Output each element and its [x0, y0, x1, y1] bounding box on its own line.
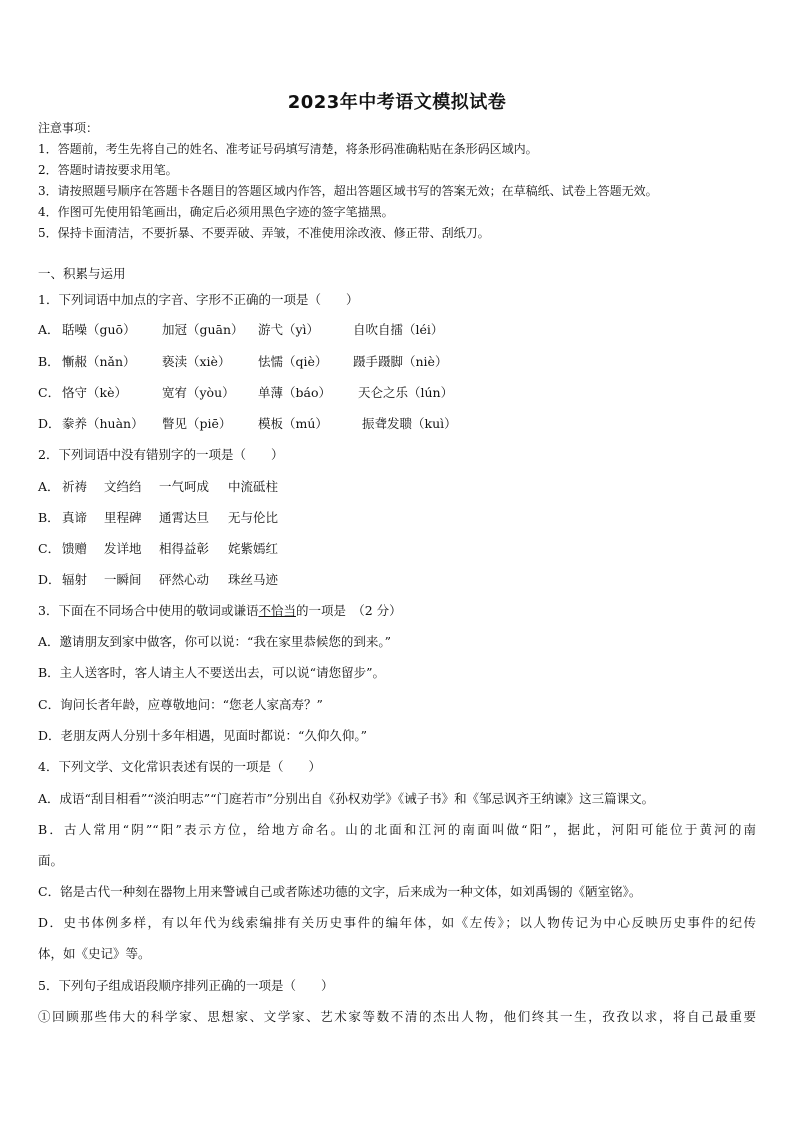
q3-stem-after: 的一项是 （2 分） [295, 603, 402, 618]
option-word: 亵渎（xiè） [162, 354, 231, 369]
q4-option-a: A．成语“刮目相看”“淡泊明志”“门庭若市”分别出自《孙权劝学》《诫子书》和《邹忌讽齐王纳谏》这三篇课文。 [38, 791, 655, 806]
option-word: 里程碑 [104, 510, 142, 525]
q2-option-d [38, 572, 278, 588]
option-letter: D． [38, 572, 61, 587]
option-word: 模板（mú） [258, 416, 328, 431]
q4-option-d-cont: 体，如《史记》等。 [38, 946, 151, 961]
option-word: 通霄达旦 [159, 510, 210, 525]
option-letter: A． [38, 479, 60, 494]
q3-stem-before: 3．下面在不同场合中使用的敬词或谦语 [38, 603, 259, 618]
option-letter: C． [38, 541, 61, 556]
q3-option-a: A．邀请朋友到家中做客，你可以说：“我在家里恭候您的到来。” [38, 634, 392, 649]
question-2-stem: 2．下列词语中没有错别字的一项是（ ） [38, 447, 284, 462]
option-letter: B． [38, 354, 60, 369]
option-word: 馈赠 [62, 541, 88, 556]
option-letter: D． [38, 416, 61, 431]
option-word: 瞥见（piē） [162, 416, 232, 431]
option-word: 文绉绉 [104, 479, 142, 494]
question-4-stem: 4．下列文学、文化常识表述有误的一项是（ ） [38, 759, 321, 774]
option-word: 无与伦比 [228, 510, 279, 525]
option-word: 恪守（kè） [62, 385, 127, 400]
option-letter: B． [38, 510, 60, 525]
note-item: 3．请按照题号顺序在答题卡各题目的答题区域内作答，超出答题区域书写的答案无效；在草稿纸、试卷上答题无效。 [38, 184, 658, 198]
option-word: 祈祷 [62, 479, 88, 494]
q3-stem-underlined: 不恰当 [258, 603, 296, 618]
option-word: 蹑手蹑脚（niè） [353, 354, 448, 369]
q4-option-b: B．古人常用“阴”“阳”表示方位，给地方命名。山的北面和江河的南面叫做“阳”，据此，河阳可能位于黄河的南 [38, 822, 756, 837]
option-word: 怯懦（qiè） [258, 354, 328, 369]
q4-option-c: C．铭是古代一种刻在器物上用来警诫自己或者陈述功德的文字，后来成为一种文体，如刘禹锡的《陋室铭》。 [38, 884, 642, 899]
option-word: 中流砥柱 [228, 479, 279, 494]
option-word: 辐射 [62, 572, 88, 587]
question-5-stem: 5．下列句子组成语段顺序排列正确的一项是（ ） [38, 978, 334, 993]
option-word: 姹紫嫣红 [228, 541, 279, 556]
option-word: 加冠（guān） [162, 322, 244, 337]
option-word: 自吹自擂（léi） [353, 322, 444, 337]
q1-option-d [38, 416, 457, 432]
option-word: 珠丝马迹 [228, 572, 279, 587]
option-word: 豢养（huàn） [62, 416, 144, 431]
option-word: 单薄（báo） [258, 385, 331, 400]
q1-option-c [38, 385, 453, 401]
notes-heading: 注意事项： [38, 121, 99, 135]
option-word: 一气呵成 [159, 479, 210, 494]
option-word: 天仑之乐（lún） [358, 385, 454, 400]
note-item: 1．答题前，考生先将自己的姓名、准考证号码填写清楚，将条形码准确粘贴在条形码区域内。 [38, 142, 538, 156]
note-item: 2．答题时请按要求用笔。 [38, 163, 178, 177]
option-word: 宽宥（yòu） [162, 385, 235, 400]
note-item: 5．保持卡面清洁，不要折暴、不要弄破、弄皱，不准使用涂改液、修正带、刮纸刀。 [38, 226, 490, 240]
page-title: 2023年中考语文模拟试卷 [287, 92, 507, 113]
section-heading: 一、积累与运用 [38, 266, 126, 281]
option-word: 慚赧（nǎn） [62, 354, 136, 369]
option-word: 游弋（yì） [258, 322, 320, 337]
q3-option-b: B．主人送客时，客人请主人不要送出去，可以说“请您留步”。 [38, 665, 385, 680]
q4-option-d: D．史书体例多样，有以年代为线索编排有关历史事件的编年体，如《左传》；以人物传记为中心反映历史事件的纪传 [38, 915, 756, 930]
question-3-stem [38, 603, 402, 619]
q3-option-c: C．询问长者年龄，应尊敬地问：“您老人家高寿？” [38, 697, 323, 712]
option-word: 聒噪（guō） [62, 322, 136, 337]
option-word: 一瞬间 [104, 572, 142, 587]
q5-sentence-1: ①回顾那些伟大的科学家、思想家、文学家、艺术家等数不清的杰出人物，他们终其一生，孜孜以求，将自己最重要 [38, 1009, 756, 1024]
option-word: 砰然心动 [159, 572, 210, 587]
question-1-stem: 1．下列词语中加点的字音、字形不正确的一项是（ ） [38, 292, 359, 307]
option-word: 真谛 [62, 510, 88, 525]
q3-option-d: D．老朋友两人分别十多年相遇，见面时都说：“久仰久仰。” [38, 728, 368, 743]
option-letter: A． [38, 322, 60, 337]
q2-option-a [38, 479, 278, 495]
option-word: 相得益彰 [159, 541, 210, 556]
q1-option-b [38, 354, 447, 370]
note-item: 4．作图可先使用铅笔画出，确定后必须用黑色字迹的签字笔描黑。 [38, 205, 394, 219]
option-word: 发详地 [104, 541, 142, 556]
q4-option-b-cont: 面。 [38, 853, 64, 868]
q2-option-b [38, 510, 278, 526]
option-letter: C． [38, 385, 61, 400]
q1-option-a [38, 322, 443, 338]
q2-option-c [38, 541, 278, 557]
option-word: 振聋发聩（kuì） [362, 416, 457, 431]
